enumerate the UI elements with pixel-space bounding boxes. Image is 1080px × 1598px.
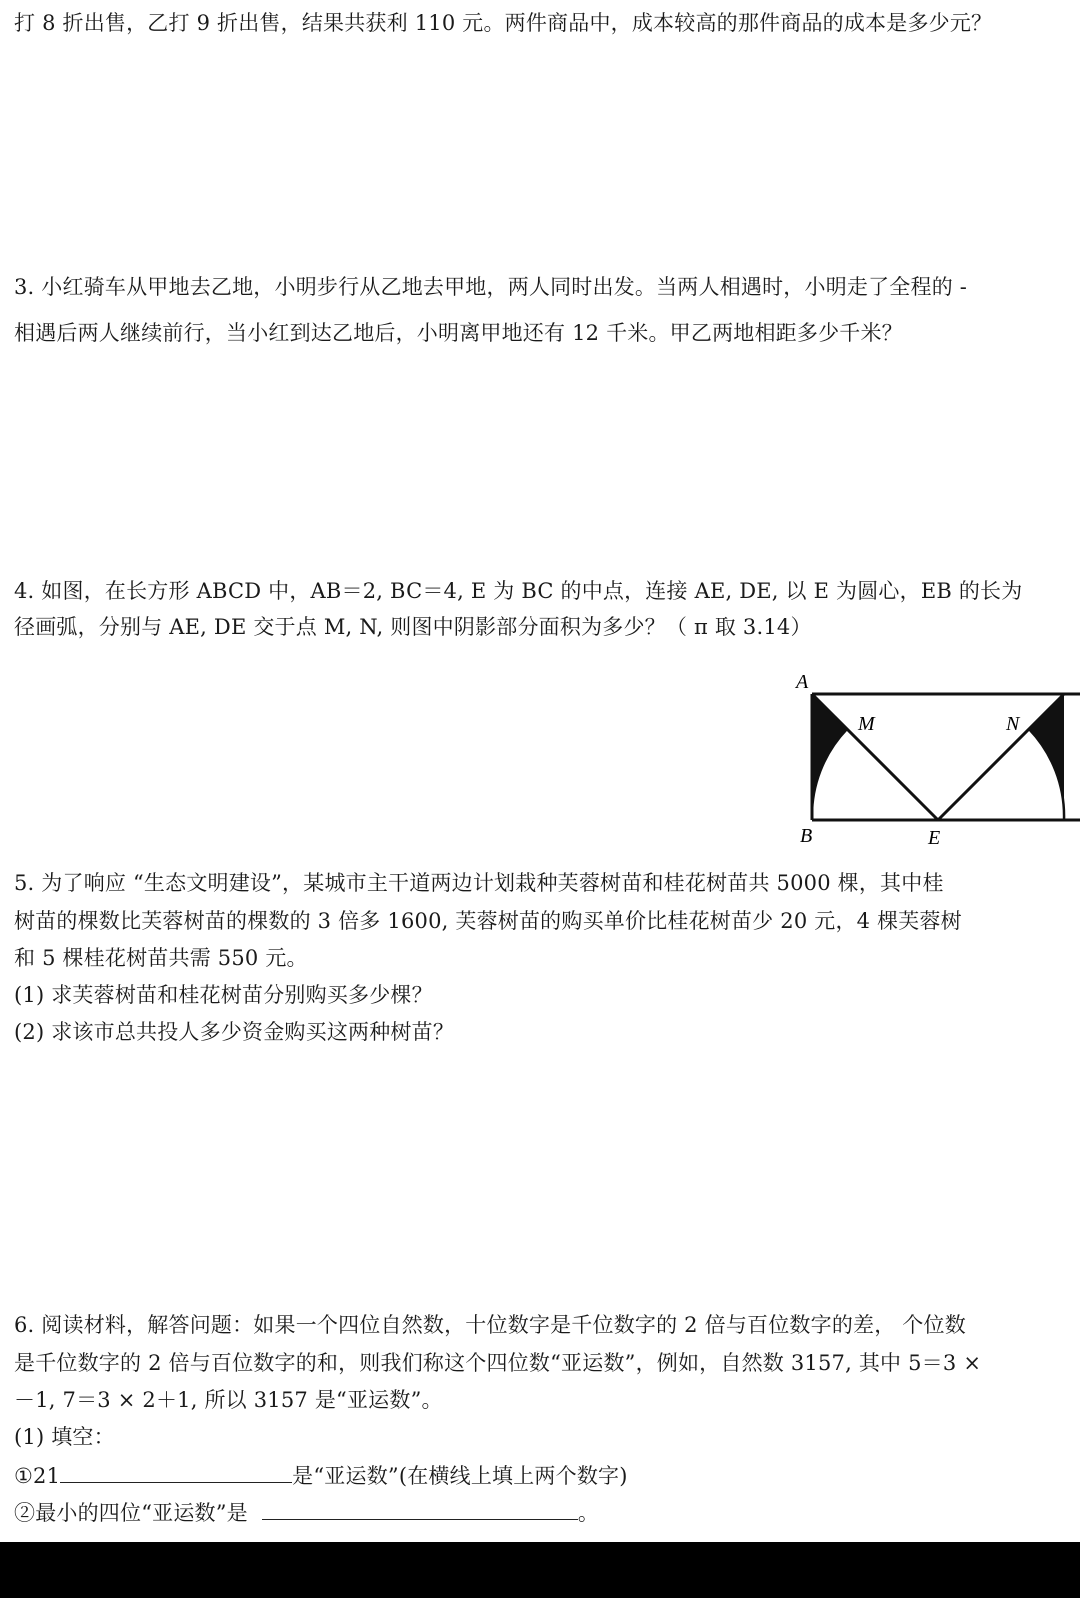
segment-de [938, 694, 1064, 820]
question-2-tail: 打 8 折出售，乙打 9 折出售，结果共获利 110 元。两件商品中，成本较高的那件商品的成本是多少元？ [14, 11, 993, 35]
rectangle-geometry-figure [790, 668, 1080, 850]
item-1-answer-blank[interactable] [60, 1460, 292, 1483]
item-1-prefix: ①21 [14, 1464, 61, 1488]
label-a: A [796, 671, 809, 693]
item-1-suffix: 是“亚运数”(在横线上填上两个数字) [292, 1464, 628, 1488]
label-n: N [1006, 713, 1020, 735]
question-6-item-1 [14, 1460, 628, 1491]
question-6-fill-label: (1) 填空： [14, 1425, 115, 1449]
question-4-line-1: 4. 如图，在长方形 ABCD 中，AB＝2, BC＝4, E 为 BC 的中点，连接 AE, DE, 以 E 为圆心，EB 的长为 [14, 579, 1023, 603]
label-b: B [800, 825, 813, 847]
question-5-line-1: 5. 为了响应 “生态文明建设”，某城市主干道两边计划栽种芙蓉树苗和桂花树苗共 5000 棵，其中桂 [14, 871, 944, 895]
bottom-black-bar [0, 1542, 1080, 1598]
question-6-item-2 [14, 1497, 599, 1528]
question-5-sub-1: (1) 求芙蓉树苗和桂花树苗分别购买多少棵？ [14, 983, 433, 1007]
label-e: E [928, 827, 941, 849]
question-5-line-3: 和 5 棵桂花树苗共需 550 元。 [14, 946, 308, 970]
question-3-line-2: 相遇后两人继续前行，当小红到达乙地后，小明离甲地还有 12 千米。甲乙两地相距多少千米？ [14, 321, 903, 345]
question-3-line-1: 3. 小红骑车从甲地去乙地，小明步行从乙地去甲地，两人同时出发。当两人相遇时，小明走了全程的 - [14, 275, 968, 299]
question-6-line-1: 6. 阅读材料，解答问题：如果一个四位自然数，十位数字是千位数字的 2 倍与百位数字的差， 个位数 [14, 1313, 966, 1337]
segment-ae [812, 694, 938, 820]
question-6-line-3: －1, 7＝3 × 2＋1, 所以 3157 是“亚运数”。 [14, 1388, 443, 1412]
item-2-answer-blank[interactable] [262, 1497, 578, 1520]
item-2-suffix: 。 [577, 1501, 600, 1525]
question-6-line-2: 是千位数字的 2 倍与百位数字的和，则我们称这个四位数“亚运数”，例如，自然数 3157, 其中 5＝3 × [14, 1351, 982, 1375]
question-5-line-2: 树苗的棵数比芙蓉树苗的棵数的 3 倍多 1600, 芙蓉树苗的购买单价比桂花树苗少 20 元，4 棵芙蓉树 [14, 909, 962, 933]
question-4-line-2: 径画弧，分别与 AE, DE 交于点 M, N, 则图中阴影部分面积为多少？（ π 取 3.14） [14, 615, 812, 639]
question-5-sub-2: (2) 求该市总共投人多少资金购买这两种树苗？ [14, 1020, 455, 1044]
label-m: M [858, 713, 875, 735]
item-2-prefix: ②最小的四位“亚运数”是 [14, 1501, 248, 1525]
